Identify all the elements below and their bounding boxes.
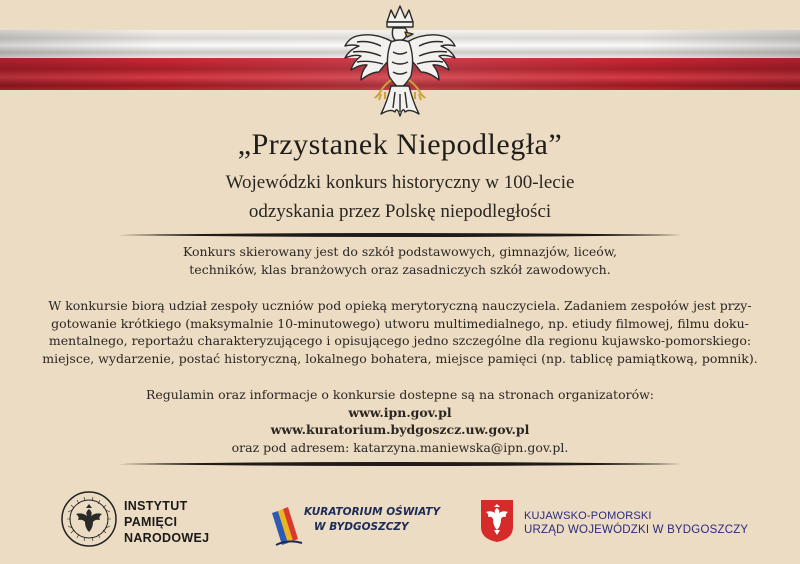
ipn-logo-line: INSTYTUT <box>124 499 188 513</box>
ipn-logo-line: PAMIĘCI <box>124 515 178 529</box>
ipn-logo-text <box>124 498 209 546</box>
description-line: miejsce, wydarzenie, postać historyczną, lokalnego bohatera, miejsce pamięci (np. tablicę pamiątkową, pomnik). <box>42 350 758 366</box>
description-line: gotowanie krótkiego (maksymalnie 10-minutowego) utworu multimedialnego, np. etiudy filmowej, filmu doku- <box>51 315 749 331</box>
page-title: „Przystanek Niepodległa” <box>237 128 563 161</box>
subtitle-line-2: odzyskania przez Polskę niepodległości <box>248 201 552 222</box>
urzad-logo-text <box>524 509 748 537</box>
ipn-website-link[interactable]: www.ipn.gov.pl <box>348 404 452 420</box>
ipn-seal-icon <box>60 490 118 548</box>
description-paragraph <box>40 297 760 367</box>
kuratorium-colored-bars-icon <box>268 499 308 549</box>
subtitle-line-1: Wojewódzki konkurs historyczny w 100-lecie <box>225 172 575 193</box>
ipn-logo-line: NARODOWEJ <box>124 531 210 545</box>
contact-line: oraz pod adresem: katarzyna.maniewska@ipn.gov.pl. <box>231 439 569 455</box>
description-line: mentalnego, reportażu charakteryzującego i opisującego jedno szczególne dla regionu kujawsko-pomorskiego: <box>48 333 752 348</box>
eagle-crest-icon <box>480 499 514 543</box>
white-eagle-emblem-icon <box>335 2 465 126</box>
kuratorium-logo-text <box>304 505 440 535</box>
intro-paragraph <box>40 243 760 278</box>
divider-top <box>118 232 682 238</box>
kuratorium-logo <box>268 495 441 557</box>
kuratorium-logo-line: KURATORIUM OŚWIATY <box>304 506 441 518</box>
urzad-logo-line: URZĄD WOJEWÓDZKI W BYDGOSZCZY <box>524 524 749 536</box>
ipn-logo <box>60 490 250 556</box>
info-line: Regulamin oraz informacje o konkursie dostepne są na stronach organizatorów: <box>145 387 655 402</box>
info-paragraph <box>40 386 760 456</box>
urzad-wojewodzki-logo <box>480 495 780 557</box>
divider-bottom <box>118 461 682 467</box>
description-line: W konkursie biorą udział zespoły uczniów pod opieką merytoryczną nauczyciela. Zadaniem zespołów jest przy- <box>48 298 752 313</box>
kuratorium-logo-line: W BYDGOSZCZY <box>314 521 409 533</box>
urzad-logo-line: KUJAWSKO-POMORSKI <box>524 510 652 522</box>
intro-line: Konkurs skierowany jest do szkół podstawowych, gimnazjów, liceów, <box>182 244 618 259</box>
kuratorium-website-link[interactable]: www.kuratorium.bydgoszcz.uw.gov.pl <box>270 422 530 437</box>
intro-line: techników, klas branżowych oraz zasadniczych szkół zawodowych. <box>189 261 611 277</box>
